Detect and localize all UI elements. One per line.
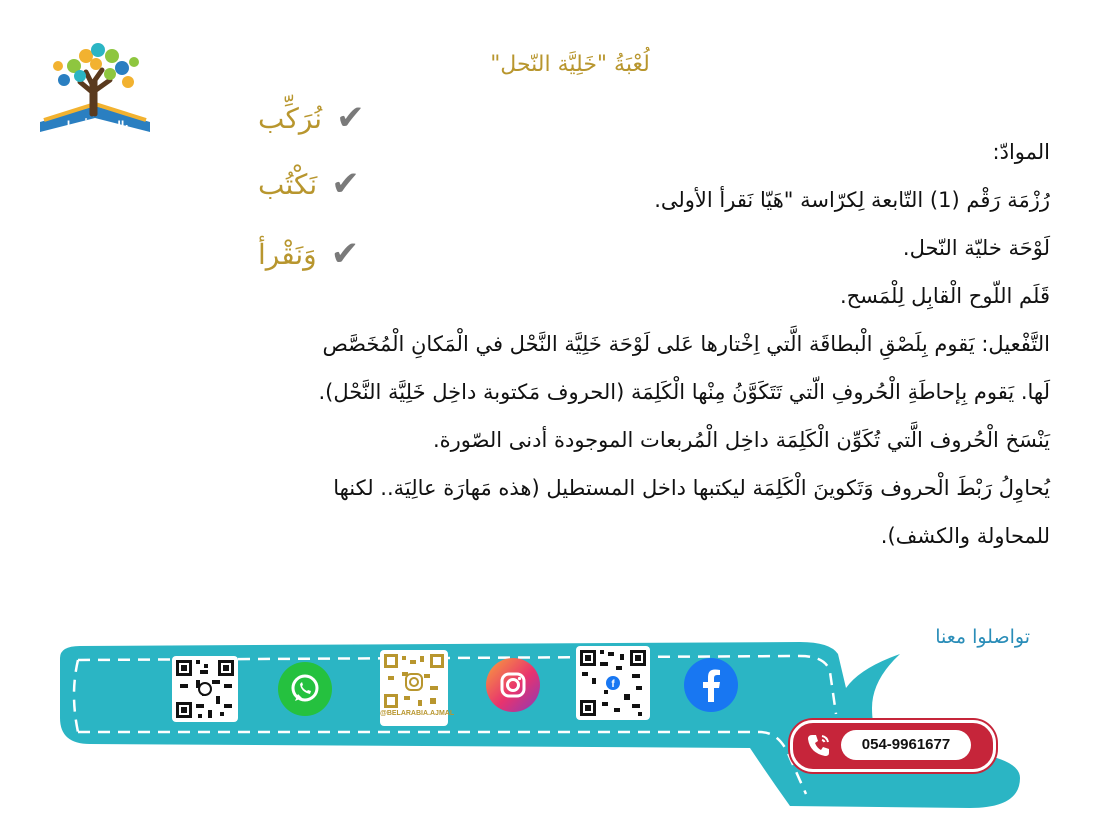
page-title: لُعْبَةُ "خَلِيَّة النّحل": [490, 52, 650, 77]
materials-item: رُزْمَة رَقْم (1) التّابعة لِكرّاسة "هَيّا نَقرأ الأولى.: [654, 188, 1050, 212]
materials-item: قَلَم اللّوح الْقابِل لِلْمَسح.: [839, 284, 1050, 308]
svg-text:f: f: [611, 679, 615, 690]
whatsapp-qr-code: [172, 656, 238, 722]
facebook-icon[interactable]: [684, 658, 738, 712]
activation-text: لَها. يَقوم بِإحاطَةِ الْحُروفِ الّتي تَتَكَوَّنُ مِنْها الْكَلِمَة (الحروف مَكتوبة داخِل خَلِيَّة النَّحْل).: [318, 380, 1050, 404]
phone-badge[interactable]: [790, 720, 996, 772]
activation-text: يُحاوِلُ رَبْطَ الْحروف وَتَكوينَ الْكَلِمَة ليكتبها داخل المستطيل (هذه مَهارَة عالِيَة.. لكنها: [333, 476, 1050, 500]
activation-text: يَنْسَخ الْحُروف الَّتي تُكَوِّن الْكَلِمَة داخِل الْمُربعات الموجودة أدنى الصّورة.: [432, 428, 1050, 452]
checklist-word: نَكْتُب: [258, 167, 318, 201]
checklist-word: نُرَكِّب: [258, 101, 323, 135]
checkmark-icon: ✔: [336, 98, 365, 138]
instagram-qr-code: [380, 650, 455, 726]
checkmark-icon: ✔: [330, 234, 360, 274]
phone-number: 054-9961677: [841, 730, 971, 760]
materials-item: لَوْحَة خليّة النّحل.: [902, 236, 1050, 260]
activation-text: للمحاولة والكشف).: [880, 524, 1050, 548]
phone-icon: [805, 731, 833, 759]
contact-title: تواصلوا معنا: [935, 626, 1030, 648]
checkmark-icon: ✔: [331, 164, 360, 204]
instructions-text: [110, 128, 1050, 560]
materials-heading: الموادّ:: [992, 140, 1050, 164]
whatsapp-icon[interactable]: [278, 662, 332, 716]
activation-text: التَّفْعيل: يَقوم بِلَصْقِ الْبطاقَة الَّتي اِخْتارها عَلى لَوْحَة خَلِيَّة النَّحْل في الْمَكانِ الْمُخَصَّص: [322, 332, 1050, 356]
logo-text: بالعربية أجمل: [61, 120, 129, 131]
facebook-qr-code: [576, 646, 650, 720]
instagram-handle: @BELARABIA.AJMAL: [380, 710, 455, 717]
instagram-icon[interactable]: [486, 658, 540, 712]
checklist-word: وَنَقْرأ: [258, 237, 317, 271]
